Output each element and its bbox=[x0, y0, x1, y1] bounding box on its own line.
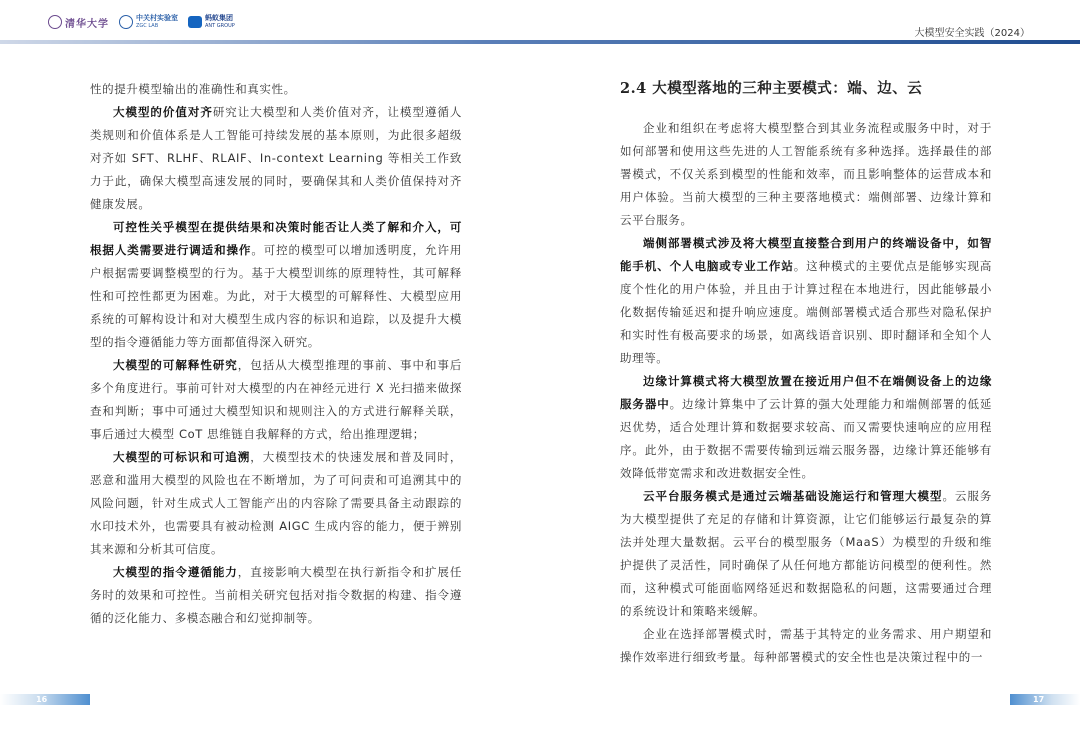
page-number-left: 16 bbox=[36, 695, 48, 704]
paragraph: 大模型的指令遵循能力，直接影响大模型在执行新指令和扩展任务时的效果和可控性。当前相关研究包括对指令数据的构建、指令遵循的泛化能力、多模态融合和幻觉抑制等。 bbox=[90, 565, 462, 625]
paragraph: 端侧部署模式涉及将大模型直接整合到用户的终端设备中，如智能手机、个人电脑或专业工作站。这种模式的主要优点是能够实现高度个性化的用户体验，并且由于计算过程在本地进行，因此能够最小化数据传输延迟和提升响应速度。端侧部署模式适合那些对隐私保护和实时性有极高要求的场景，如离线语音识别、即时翻译和全知个人助理等。 bbox=[620, 236, 992, 365]
page-header bbox=[0, 0, 1080, 44]
document-title: 大模型安全实践（2024） bbox=[914, 28, 1030, 39]
ant-group-logo bbox=[188, 14, 235, 30]
paragraph: 大模型的可标识和可追溯，大模型技术的快速发展和普及同时，恶意和滥用大模型的风险也在不断增加，为了可问责和可追溯其中的风险问题，针对生成式人工智能产出的内容除了需要具备主动跟踪的水印技术外，也需要具有被动检测 AIGC 生成内容的能力，便于辨别其来源和分析其可信度。 bbox=[90, 450, 462, 556]
paragraph: 大模型的价值对齐研究让大模型和人类价值对齐，让模型遵循人类规则和价值体系是人工智能可持续发展的基本原则，为此很多超级对齐如 SFT、RLHF、RLAIF、In-context Learning 等相关工作致力于此，确保大模型高速发展的同时，要确保其和人类价值保持对齐健康发展。 bbox=[90, 105, 462, 211]
ant-group-icon bbox=[188, 16, 202, 28]
paragraph: 企业在选择部署模式时，需基于其特定的业务需求、用户期望和操作效率进行细致考量。每种部署模式的安全性也是决策过程中的一 bbox=[620, 627, 992, 664]
ant-group-sub: ANT GROUP bbox=[205, 23, 235, 29]
right-page-body bbox=[620, 78, 992, 669]
paragraph: 可控性关乎模型在提供结果和决策时能否让人类了解和介入，可根据人类需要进行调适和操作。可控的模型可以增加透明度，允许用户根据需要调整模型的行为。基于大模型训练的原理特性，其可解释性和可控性都更为困难。为此，对于大模型的可解释性、大模型应用系统的可解构设计和对大模型生成内容的标识和追踪，以及提升大模型的指令遵循能力等方面都值得深入研究。 bbox=[90, 220, 462, 349]
paragraph: 边缘计算模式将大模型放置在接近用户但不在端侧设备上的边缘服务器中。边缘计算集中了云计算的强大处理能力和端侧部署的低延迟优势，适合处理计算和数据要求较高、而又需要快速响应的应用程序。此外，由于数据不需要传输到远端云服务器，边缘计算还能够有效降低带宽需求和改进数据安全性。 bbox=[620, 374, 992, 480]
paragraph: 大模型的可解释性研究，包括从大模型推理的事前、事中和事后多个角度进行。事前可针对大模型的内在神经元进行 X 光扫描来做探查和判断；事中可通过大模型知识和规则注入的方式进行解释关联，事后通过大模型 CoT 思维链自我解释的方式，给出推理逻辑； bbox=[90, 358, 462, 441]
zgc-lab-sub: ZGC LAB bbox=[136, 23, 159, 29]
ant-group-name: 蚂蚁集团 bbox=[205, 14, 233, 22]
tsinghua-logo bbox=[48, 15, 109, 30]
paragraph: 企业和组织在考虑将大模型整合到其业务流程或服务中时，对于如何部署和使用这些先进的人工智能系统有多种选择。选择最佳的部署模式，不仅关系到模型的性能和效率，而且影响整体的运营成本和用户体验。当前大模型的三种主要落地模式：端侧部署、边缘计算和云平台服务。 bbox=[620, 121, 992, 227]
zgc-lab-logo bbox=[119, 14, 178, 30]
page-number-right: 17 bbox=[1033, 695, 1045, 704]
zgc-lab-name: 中关村实验室 bbox=[136, 14, 178, 22]
logo-strip bbox=[48, 14, 235, 30]
header-rule bbox=[0, 40, 1080, 44]
tsinghua-seal-icon bbox=[48, 15, 62, 29]
footer-bar-right bbox=[1010, 694, 1080, 705]
tsinghua-logo-text: 清华大学 bbox=[65, 18, 109, 30]
left-page-body bbox=[90, 78, 462, 630]
zgc-lab-icon bbox=[119, 15, 133, 29]
paragraph: 云平台服务模式是通过云端基础设施运行和管理大模型。云服务为大模型提供了充足的存储和计算资源，让它们能够运行最复杂的算法并处理大量数据。云平台的模型服务（MaaS）为模型的升级和维护提供了灵活性，同时确保了从任何地方都能访问模型的便利性。然而，这种模式可能面临网络延迟和数据隐私的问题，这需要通过合理的系统设计和策略来缓解。 bbox=[620, 489, 992, 618]
paragraph: 性的提升模型输出的准确性和真实性。 bbox=[90, 82, 296, 96]
section-title: 2.4 大模型落地的三种主要模式：端、边、云 bbox=[620, 80, 923, 97]
